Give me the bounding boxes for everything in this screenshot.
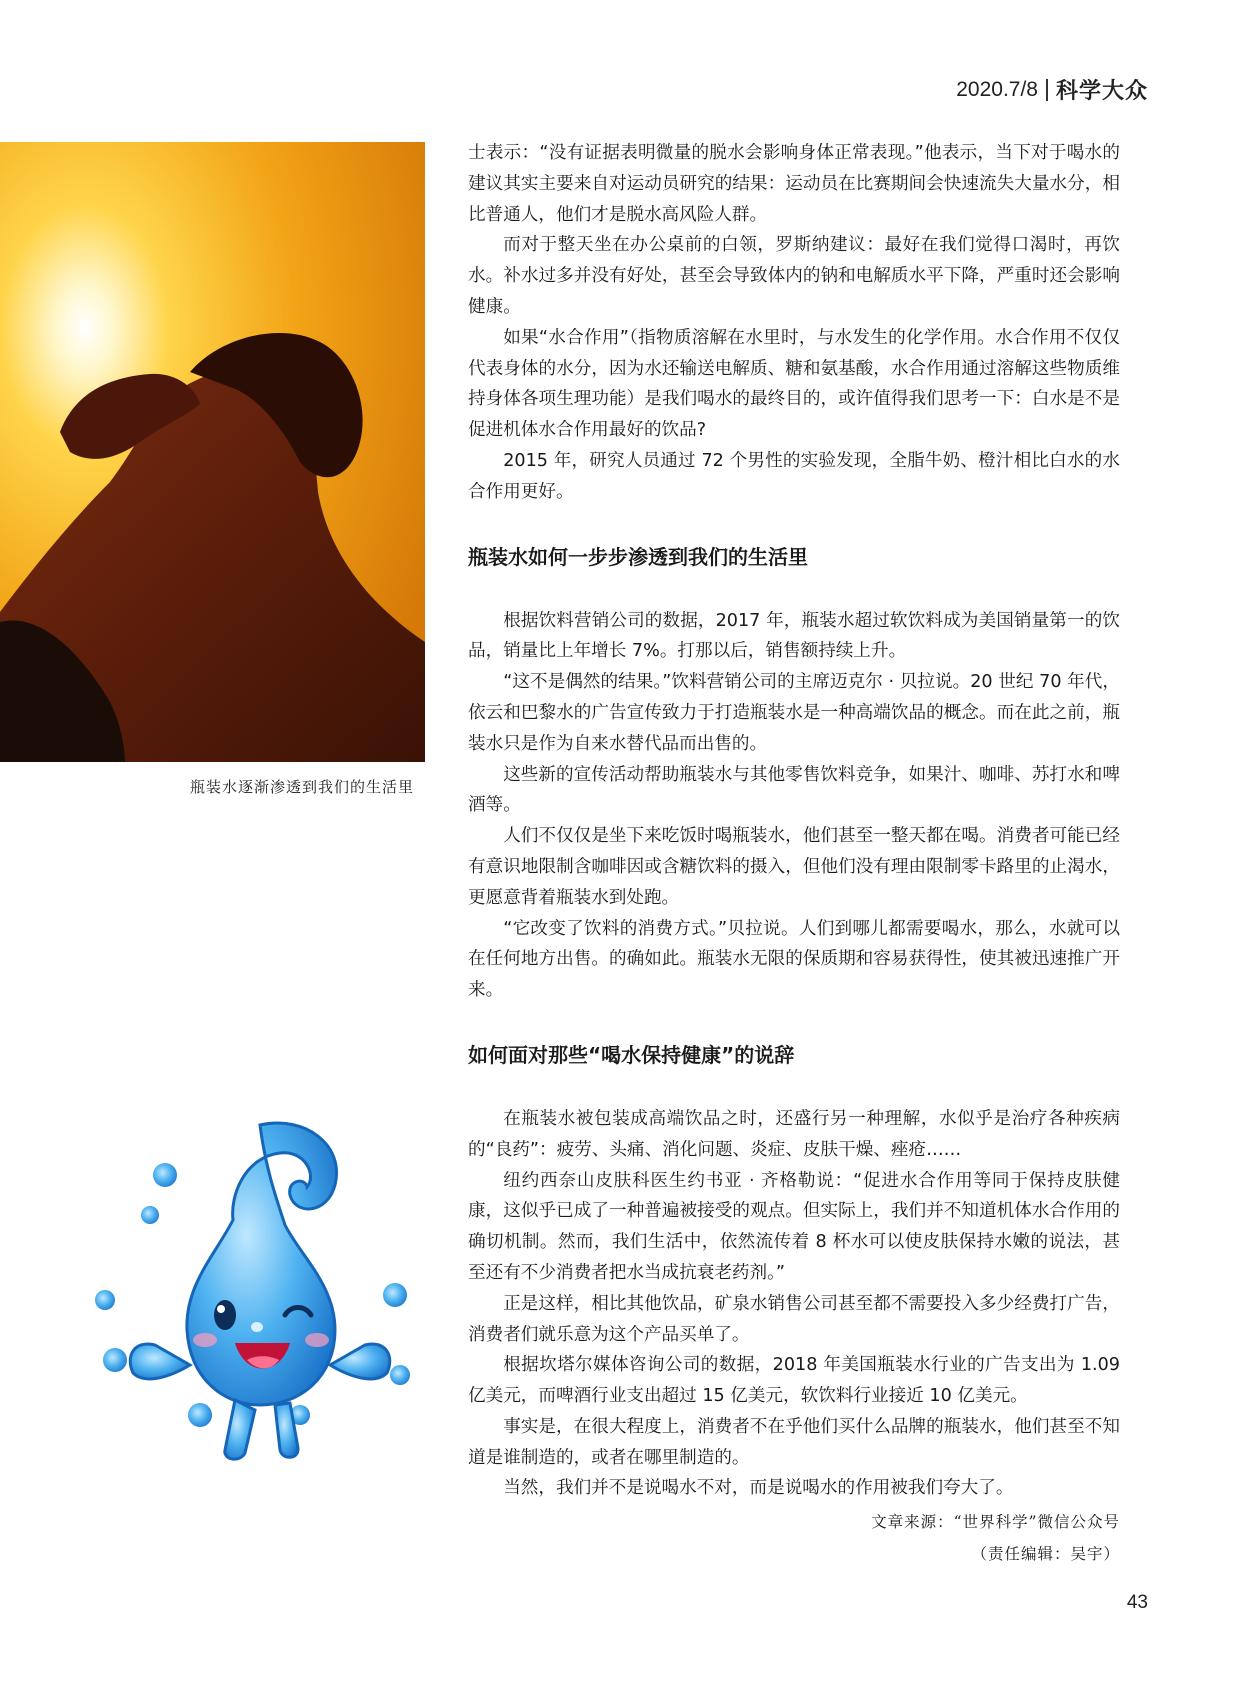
sun-photo [0, 142, 425, 762]
paragraph: 如果“水合作用”（指物质溶解在水里时，与水发生的化学作用。水合作用不仅仅代表身体的水分，因为水还输送电解质、糖和氨基酸，水合作用通过溶解这些物质维持身体各项生理功能）是我们喝水的最终目的，或许值得我们思考一下：白水是不是促进机体水合作用最好的饮品? [468, 327, 1120, 441]
paragraph: “它改变了饮料的消费方式。”贝拉说。人们到哪儿都需要喝水，那么，水就可以在任何地方出售。的确如此。瓶装水无限的保质期和容易获得性，使其被迅速推广开来。 [468, 918, 1120, 1001]
paragraph: 士表示：“没有证据表明微量的脱水会影响身体正常表现。”他表示，当下对于喝水的建议其实主要来自对运动员研究的结果：运动员在比赛期间会快速流失大量水分，相比普通人，他们才是脱水高风险人群。 [468, 143, 1120, 225]
paragraph: 而对于整天坐在办公桌前的白领，罗斯纳建议：最好在我们觉得口渴时，再饮水。补水过多并没有好处，甚至会导致体内的钠和电解质水平下降，严重时还会影响健康。 [468, 235, 1120, 317]
section-heading: 如何面对那些“喝水保持健康”的说辞 [468, 1042, 795, 1067]
paragraph: 纽约西奈山皮肤科医生约书亚 · 齐格勒说：“促进水合作用等同于保持皮肤健康，这似乎已成了一种普遍被接受的观点。但实际上，我们并不知道机体水合作用的确切机制。然而，我们生活中，依然流传着 8 杯水可以使皮肤保持水嫩的说法，甚至还有不少消费者把水当成抗衰老药剂。” [468, 1170, 1120, 1283]
editor-credit: （责任编辑：吴宇） [971, 1545, 1120, 1564]
paragraph: 这些新的宣传活动帮助瓶装水与其他零售饮料竞争，如果汁、咖啡、苏打水和啤酒等。 [468, 764, 1120, 816]
paragraph: “这不是偶然的结果。”饮料营销公司的主席迈克尔 · 贝拉说。20 世纪 70 年代，依云和巴黎水的广告宣传致力于打造瓶装水是一种高端饮品的概念。而在此之前，瓶装水只是作为自来水替代品而出售的。 [468, 672, 1120, 754]
paragraph: 人们不仅仅是坐下来吃饭时喝瓶装水，他们甚至一整天都在喝。消费者可能已经有意识地限制含咖啡因或含糖饮料的摄入，但他们没有理由限制零卡路里的止渴水，更愿意背着瓶装水到处跑。 [468, 826, 1120, 908]
paragraph: 在瓶装水被包装成高端饮品之时，还盛行另一种理解，水似乎是治疗各种疾病的“良药”：疲劳、头痛、消化问题、炎症、皮肤干燥、痤疮…… [468, 1108, 1120, 1160]
photo-caption: 瓶装水逐渐渗透到我们的生活里 [190, 778, 415, 796]
paragraph: 根据饮料营销公司的数据，2017 年，瓶装水超过软饮料成为美国销量第一的饮品，销量比上年增长 7%。打那以后，销售额持续上升。 [468, 610, 1120, 662]
paragraph: 根据坎塔尔媒体咨询公司的数据，2018 年美国瓶装水行业的广告支出为 1.09 亿美元，而啤酒行业支出超过 15 亿美元，软饮料行业接近 10 亿美元。 [468, 1355, 1120, 1407]
issue-date: 2020.7/8 [956, 77, 1038, 101]
paragraph: 2015 年，研究人员通过 72 个男性的实验发现，全脂牛奶、橙汁相比白水的水合作用更好。 [468, 450, 1120, 502]
article-source: 文章来源：“世界科学”微信公众号 [871, 1513, 1120, 1532]
page-number: 43 [1126, 1592, 1148, 1613]
article-body [468, 138, 1120, 1568]
paragraph: 正是这样，相比其他饮品，矿泉水销售公司甚至都不需要投入多少经费打广告，消费者们就乐意为这个产品买单了。 [468, 1293, 1120, 1345]
section-intro [468, 138, 1120, 508]
page-header [956, 74, 1148, 105]
water-drop-mascot [95, 1115, 425, 1475]
header-divider [1046, 79, 1048, 101]
section-heading: 瓶装水如何一步步渗透到我们的生活里 [468, 544, 808, 569]
section-health-claims [468, 1040, 1120, 1504]
section-bottled-water [468, 542, 1120, 1006]
magazine-logo: 科学大众 [1055, 78, 1148, 104]
paragraph: 事实是，在很大程度上，消费者不在乎他们买什么品牌的瓶装水，他们甚至不知道是谁制造的，或者在哪里制造的。 [468, 1416, 1120, 1468]
paragraph: 当然，我们并不是说喝水不对，而是说喝水的作用被我们夸大了。 [503, 1478, 1014, 1499]
